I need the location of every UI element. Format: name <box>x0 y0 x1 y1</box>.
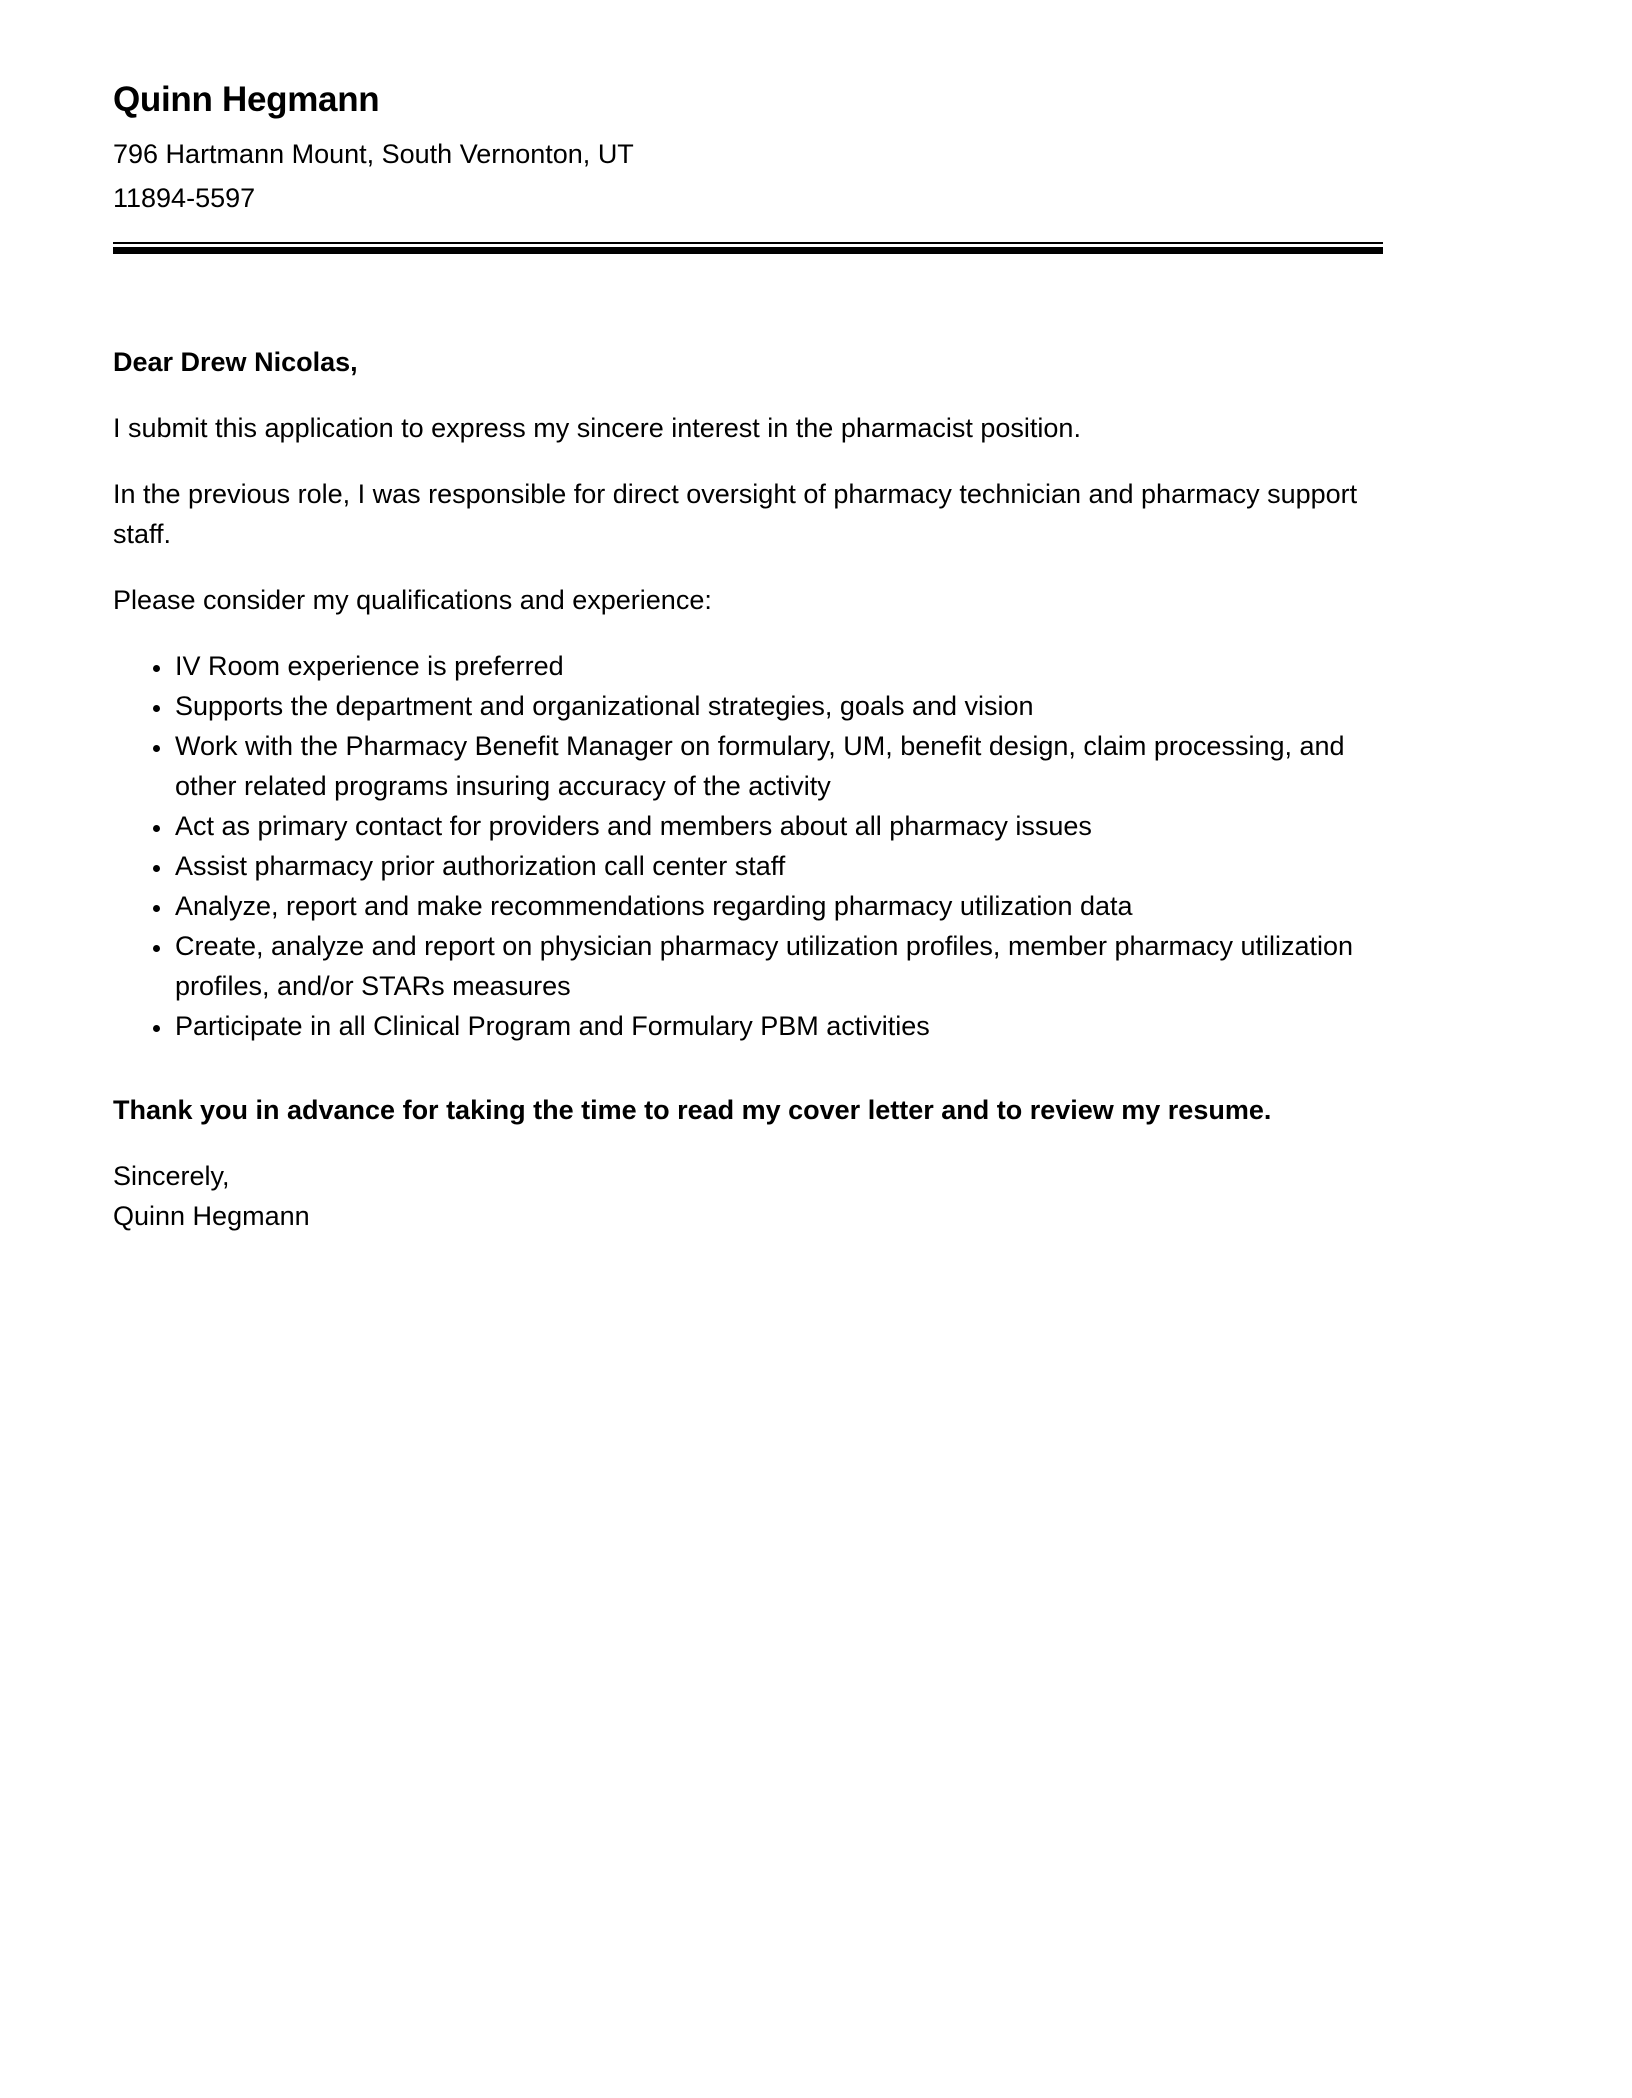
signature-name: Quinn Hegmann <box>113 1200 310 1231</box>
sender-name: Quinn Hegmann <box>113 80 380 119</box>
closing-thanks: Thank you in advance for taking the time to read my cover letter and to review my resume. <box>113 1094 1272 1125</box>
sender-postal-code: 11894-5597 <box>113 182 256 213</box>
header-divider <box>113 242 1383 254</box>
letter-body <box>113 342 1383 1236</box>
letter-content <box>113 78 1383 1236</box>
signoff-salutation: Sincerely, <box>113 1160 230 1191</box>
divider-thin-line <box>113 242 1383 244</box>
qualifications-list <box>113 646 1383 1046</box>
qualification-item: • Supports the department and organizational strategies, goals and vision <box>173 686 1383 726</box>
qualification-item: • Work with the Pharmacy Benefit Manager on formulary, UM, benefit design, claim processing, and other related programs insuring accuracy of the activity <box>173 726 1383 806</box>
intro-paragraph: I submit this application to express my sincere interest in the pharmacist position. <box>113 412 1081 443</box>
salutation: Dear Drew Nicolas, <box>113 346 358 377</box>
qualification-item: • Act as primary contact for providers and members about all pharmacy issues <box>173 806 1383 846</box>
qualification-item: • Assist pharmacy prior authorization call center staff <box>173 846 1383 886</box>
experience-paragraph: In the previous role, I was responsible for direct oversight of pharmacy technician and pharmacy support staff. <box>113 478 1358 549</box>
signoff-block <box>113 1156 1383 1236</box>
sender-address: 796 Hartmann Mount, South Vernonton, UT <box>113 138 634 169</box>
qualifications-lead-in: Please consider my qualifications and experience: <box>113 584 712 615</box>
divider-thick-line <box>113 247 1383 254</box>
letter-header <box>113 78 1383 254</box>
qualification-item: • Participate in all Clinical Program and Formulary PBM activities <box>173 1006 1383 1046</box>
qualification-item: • Analyze, report and make recommendations regarding pharmacy utilization data <box>173 886 1383 926</box>
qualification-item: • IV Room experience is preferred <box>173 646 1383 686</box>
qualification-item: • Create, analyze and report on physician pharmacy utilization profiles, member pharmacy utilization profiles, and/or STARs measures <box>173 926 1383 1006</box>
